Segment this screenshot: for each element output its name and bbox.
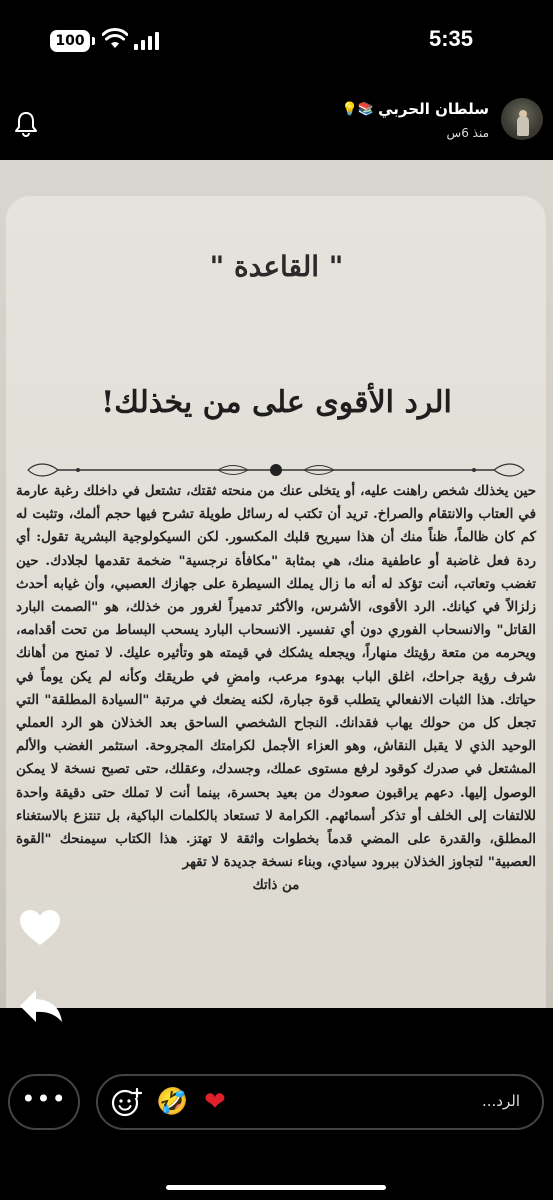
ornament-divider: [18, 460, 534, 480]
reply-arrow-icon[interactable]: [18, 986, 64, 1026]
body-text: [16, 480, 536, 898]
status-bar: [0, 0, 553, 80]
username-emojis: 📚💡: [341, 101, 375, 117]
home-indicator[interactable]: [166, 1185, 386, 1190]
username[interactable]: [342, 100, 489, 118]
battery-icon: 100: [50, 30, 90, 52]
avatar[interactable]: [501, 98, 543, 140]
body-paragraph: حين يخذلك شخص راهنت عليه، أو يتخلى عنك من منحته ثقتك، تشتعل في داخلك رغبة عارمة في العتاب والانتقام والصراخ. تريد أن تكتب له رسائل طويلة تشرح فيها حجم ألمك، وتثبت له كم كان ظالماً، ظناً منك أن هذا سيريح قلبك المكسور. لكن السيكولوجية البشرية تقول: أي ردة فعل غاضبة أو عاطفية منك، هي بمثابة "مكافأة نرجسية" ضخمة تقدمها لجلادك. حين تغضب وتعاتب، أنت تؤكد له أنه ما زال يملك السيطرة على جهازك العصبي، وأن غيابه أحدث زلزالاً في كيانك. الرد الأقوى، الأشرس، والأكثر تدميراً لغرور من خذلك، هو "الصمت البارد القاتل" والانسحاب الفوري دون أي تفسير. الانسحاب البارد يسحب البساط من تحت أقدامه، ويحرمه من متعة رؤيتك منهاراً، ويجعله يشكك في قيمته هو وتأثيره عليك. لا تمنح من أهانك شرف رؤية جراحك، اغلق الباب بهدوء مرعب، وامضِ في طريقك وكأنه لم يكن يوماً في حياتك. هذا الثبات الانفعالي يتطلب قوة جبارة، لكنه يضعك في مرتبة "السيادة المطلقة" التي تجعل كل من حولك يهاب فقدانك. النجاح الشخصي الساحق بعد الخذلان هو الرد العملي الوحيد الذي لا يقبل النقاش، وهو العزاء الأجمل لكرامتك المجروحة. استثمر الغضب والألم المشتعل في صدرك كوقود لرفع مستوى عملك، وجسدك، وعقلك، حتى تصبح نسخة لا يمكن الوصول إليها. دعهم يراقبون صعودك من بعيد بحسرة، بينما أنت لا تملك حتى دقيقة واحدة للالتفات إلى الخلف أو تذكر أسمائهم. الكرامة لا تستعاد بالكلمات الباكية، بل تنتزع بالاستغناء المطلق، والقدرة على المضي قدماً بخطوات واثقة لا تهتز. هذا الكتاب سيمنحك "القوة العصبية" لتجاوز الخذلان ببرود سيادي، وبناء نسخة جديدة لا تقهر: [16, 483, 536, 871]
reply-input[interactable]: [96, 1074, 544, 1130]
heart-icon[interactable]: [18, 908, 62, 948]
story-photo: [0, 160, 553, 1008]
status-time: 5:35: [428, 26, 473, 51]
battery-tip: [92, 37, 95, 45]
wifi-icon: [102, 28, 128, 50]
story-header: [0, 88, 553, 160]
body-last-line: من ذاتك: [252, 877, 300, 894]
reaction-laugh[interactable]: 🤣: [156, 1087, 189, 1117]
post-time: منذ 6س: [446, 126, 489, 140]
bottom-bar: [0, 1060, 553, 1140]
bell-icon[interactable]: [12, 110, 40, 138]
reaction-heart[interactable]: ❤: [204, 1087, 226, 1117]
add-reaction-icon[interactable]: [110, 1086, 142, 1118]
quote-title: " القاعدة ": [209, 250, 344, 283]
more-options-button[interactable]: •••: [8, 1074, 80, 1130]
signal-icon: [134, 30, 162, 50]
main-title: الرد الأقوى على من يخذلك!: [101, 385, 452, 420]
avatar-figure: [517, 116, 529, 136]
username-text: سلطان الحربي: [378, 100, 489, 118]
reply-placeholder: الرد...: [482, 1092, 520, 1110]
